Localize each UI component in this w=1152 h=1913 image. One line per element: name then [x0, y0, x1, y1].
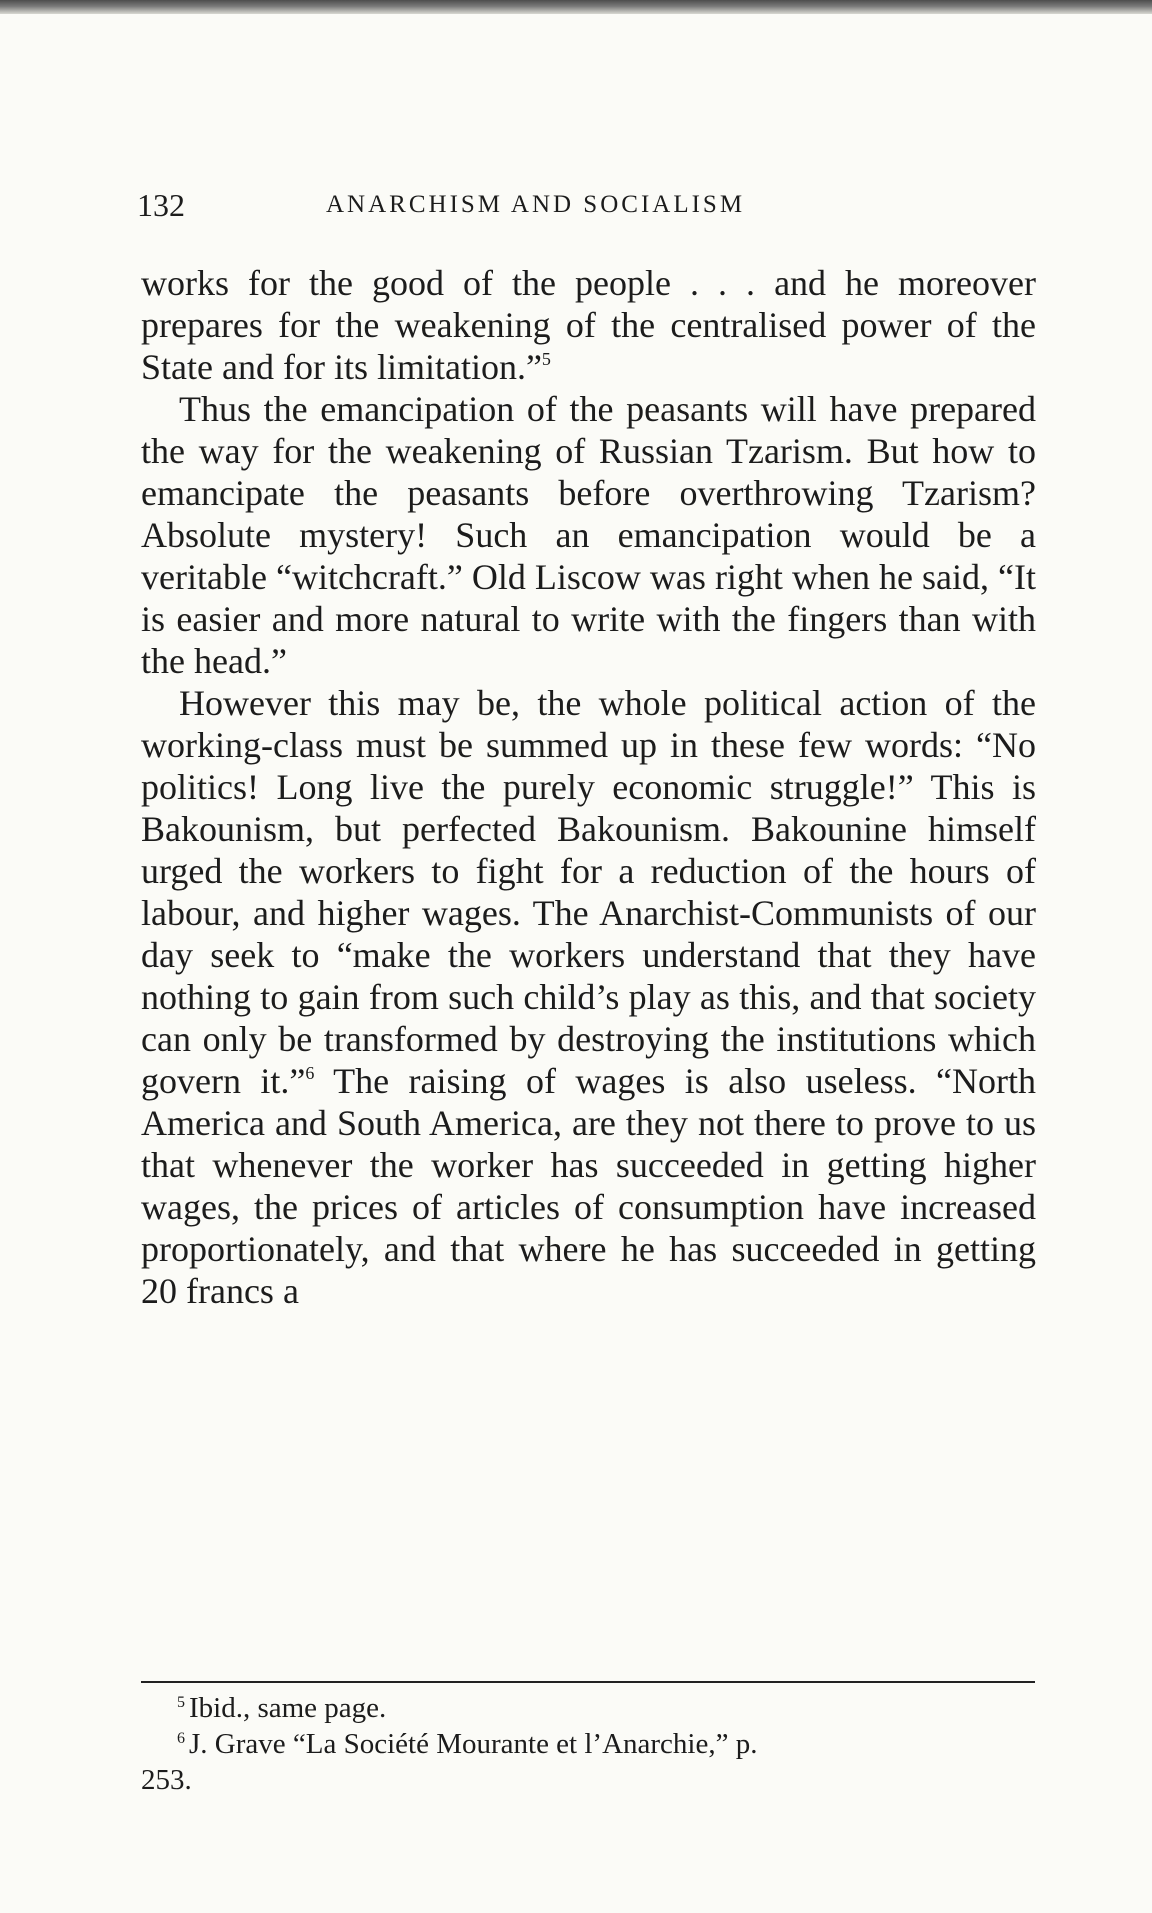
- footnote-5-mark: 5: [177, 1694, 185, 1711]
- footnote-rule: [141, 1681, 1035, 1683]
- paragraph-2-text: Thus the emancipation of the peasants will have prepared the way for the weakening of Russian Tzarism. But how to emancipate the peasants before overthrowing Tzarism? Absolute mystery! Such an emancipation would be a veritable “witchcraft.” Old Liscow was right when he said, “It is easier and more natural to write with the fingers than with the head.”: [141, 389, 1036, 681]
- paragraph-3-text-b: The raising of wages is also useless. “North America and South America, are they not there to prove to us that whenever the worker has succeeded in getting higher wages, the prices of articles of consumption have increased proportionately, and that where he has succeeded in getting 20 francs a: [141, 1061, 1036, 1311]
- footnote-6: [141, 1726, 1035, 1798]
- paragraph-1-text: works for the good of the people . . . and he moreover prepares for the weakening of the centralised power of the State and for its limitation.”: [141, 263, 1036, 387]
- footnote-6-mark: 6: [177, 1730, 185, 1747]
- footnote-6-continuation: 253.: [141, 1764, 192, 1796]
- paragraph-1: [141, 262, 1036, 388]
- footnote-6-text: J. Grave “La Société Mourante et l’Anarchie,” p.: [189, 1728, 758, 1760]
- footnote-ref-6: 6: [305, 1063, 315, 1083]
- footnotes: [141, 1690, 1035, 1798]
- body-text: [141, 262, 1036, 1312]
- footnote-5-text: Ibid., same page.: [189, 1692, 387, 1724]
- page-header: [137, 183, 1037, 227]
- page-top-edge: [0, 0, 1152, 14]
- page-number: 132: [137, 187, 185, 223]
- paragraph-2: [141, 388, 1036, 682]
- footnote-5: [141, 1690, 1035, 1726]
- paragraph-3-text-a: However this may be, the whole political action of the working-class must be summed up in these few words: “No politics! Long live the purely economic struggle!” This is Bakounism, but perfected Bakounism. Bakounine himself urged the workers to fight for a reduction of the hours of labour, and higher wages. The Anarchist-Communists of our day seek to “make the workers understand that they have nothing to gain from such child’s play as this, and that society can only be transformed by destroying the institutions which govern it.”: [141, 683, 1036, 1101]
- running-head: ANARCHISM AND SOCIALISM: [326, 191, 746, 218]
- footnote-ref-5: 5: [541, 349, 551, 369]
- paragraph-3: [141, 682, 1036, 1312]
